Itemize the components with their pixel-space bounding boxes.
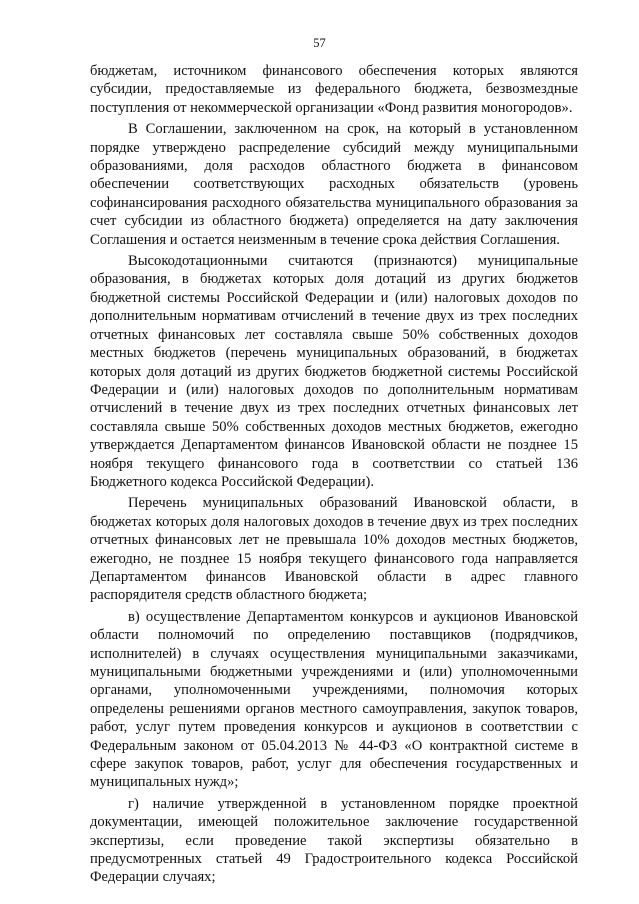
- paragraph-agreement: В Соглашении, заключенном на срок, на который в установленном порядке утверждено распределение субсидий между муниципальными образованиями, доля расходов областного бюджета в финансовом обеспечении соответствующих расходных обязательств (уровень софинансирования расходного обязательства муниципального образования за счет субсидии из областного бюджета) определяется на дату заключения Соглашения и остается неизменным в течение срока действия Соглашения.: [90, 121, 578, 248]
- paragraph-continuation: бюджетам, источником финансового обеспечения которых являются субсидии, предоставляемые из федерального бюджета, безвозмездные поступления от некоммерческой организации «Фонд развития моногородов».: [90, 63, 578, 116]
- paragraph-municipal-list: Перечень муниципальных образований Ивановской области, в бюджетах которых доля налоговых доходов в течение двух из трех последних отчетных финансовых лет не превышала 10% доходов местных бюджетов, ежегодно, не позднее 15 ноября текущего финансового года направляется Департаментом финансов Ивановской области в адрес главного распорядителя средств областного бюджета;: [90, 495, 578, 604]
- paragraph-item-g: г) наличие утвержденной в установленном порядке проектной документации, имеющей положительное заключение государственной экспертизы, если проведение такой экспертизы обязательно в предусмотренных статьей 49 Градостроительного кодекса Российской Федерации случаях;: [90, 795, 578, 886]
- page-number: 57: [313, 36, 326, 50]
- paragraph-high-subsidy: Высокодотационными считаются (признаются) муниципальные образования, в бюджетах которых доля дотаций из других бюджетов бюджетной системы Российской Федерации и (или) налоговых доходов по дополнительным нормативам отчислений в течение двух из трех последних отчетных финансовых лет составляла свыше 50% собственных доходов местных бюджетов (перечень муниципальных образований, в бюджетах которых доля дотаций из других бюджетов бюджетной системы Российской Федерации и (или) налоговых доходов по дополнительным нормативам отчислений в течение двух из трех последних отчетных финансовых лет составляла свыше 50% собственных доходов местных бюджетов, ежегодно утверждается Департаментом финансов Ивановской области не позднее 15 ноября текущего финансового года в соответствии со статьей 136 Бюджетного кодекса Российской Федерации).: [90, 253, 578, 490]
- paragraph-item-v: в) осуществление Департаментом конкурсов и аукционов Ивановской области полномочий по определению поставщиков (подрядчиков, исполнителей) в случаях осуществления муниципальными заказчиками, муниципальными бюджетными учреждениями и (или) уполномоченными органами, уполномоченными учреждениями, полномочия которых определены решениями органов местного самоуправления, закупок товаров, работ, услуг путем проведения конкурсов и аукционов в соответствии с Федеральным законом от 05.04.2013 № 44-ФЗ «О контрактной системе в сфере закупок товаров, работ, услуг для обеспечения государственных и муниципальных нужд»;: [90, 608, 578, 791]
- body-text: [90, 62, 578, 890]
